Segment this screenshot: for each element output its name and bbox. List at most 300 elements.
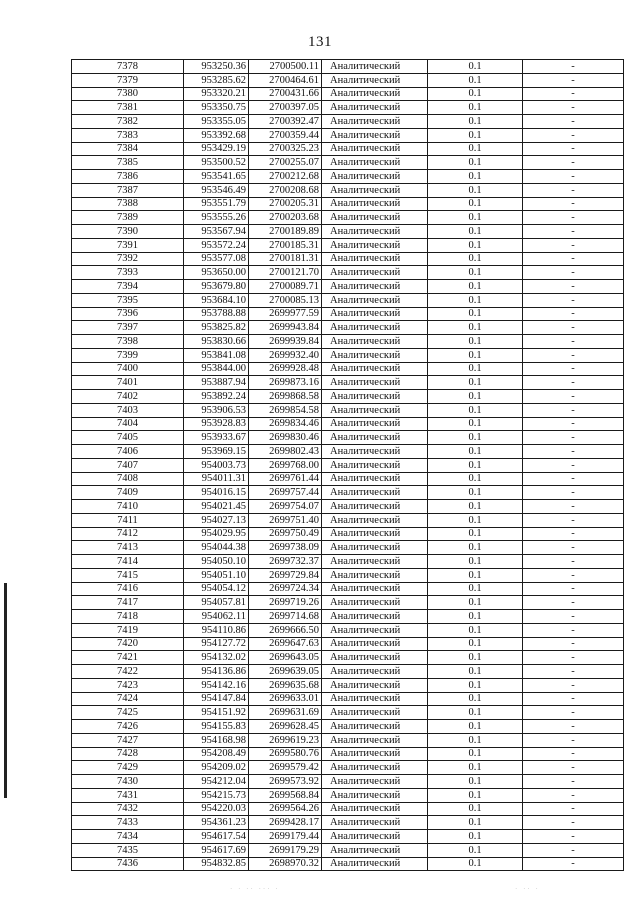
note-cell: - — [523, 486, 624, 500]
accuracy-cell: 0.1 — [428, 458, 523, 472]
note-cell: - — [523, 706, 624, 720]
table-row — [72, 307, 624, 321]
page-number: 131 — [308, 34, 332, 50]
accuracy-cell: 0.1 — [428, 101, 523, 115]
table-row — [72, 843, 624, 857]
point-number-cell: 7389 — [72, 211, 184, 225]
method-cell: Аналитический — [322, 252, 428, 266]
point-number-cell: 7425 — [72, 706, 184, 720]
note-cell: - — [523, 582, 624, 596]
y-coordinate-cell: 2699573.92 — [249, 775, 322, 789]
table-row — [72, 362, 624, 376]
point-number-cell: 7379 — [72, 73, 184, 87]
point-number-cell: 7405 — [72, 431, 184, 445]
point-number-cell: 7407 — [72, 458, 184, 472]
table-row — [72, 238, 624, 252]
point-number-cell: 7434 — [72, 830, 184, 844]
accuracy-cell: 0.1 — [428, 128, 523, 142]
method-cell: Аналитический — [322, 183, 428, 197]
point-number-cell: 7403 — [72, 403, 184, 417]
method-cell: Аналитический — [322, 843, 428, 857]
y-coordinate-cell: 2699873.16 — [249, 376, 322, 390]
x-coordinate-cell: 953892.24 — [184, 390, 249, 404]
accuracy-cell: 0.1 — [428, 678, 523, 692]
point-number-cell: 7383 — [72, 128, 184, 142]
note-cell: - — [523, 101, 624, 115]
x-coordinate-cell: 954151.92 — [184, 706, 249, 720]
note-cell: - — [523, 816, 624, 830]
point-number-cell: 7381 — [72, 101, 184, 115]
method-cell: Аналитический — [322, 596, 428, 610]
accuracy-cell: 0.1 — [428, 706, 523, 720]
method-cell: Аналитический — [322, 610, 428, 624]
note-cell: - — [523, 513, 624, 527]
y-coordinate-cell: 2700208.68 — [249, 183, 322, 197]
y-coordinate-cell: 2699628.45 — [249, 720, 322, 734]
accuracy-cell: 0.1 — [428, 775, 523, 789]
method-cell: Аналитический — [322, 115, 428, 129]
point-number-cell: 7393 — [72, 266, 184, 280]
point-number-cell: 7402 — [72, 390, 184, 404]
point-number-cell: 7417 — [72, 596, 184, 610]
x-coordinate-cell: 954361.23 — [184, 816, 249, 830]
note-cell: - — [523, 376, 624, 390]
accuracy-cell: 0.1 — [428, 472, 523, 486]
y-coordinate-cell: 2699568.84 — [249, 788, 322, 802]
x-coordinate-cell: 954155.83 — [184, 720, 249, 734]
method-cell: Аналитический — [322, 293, 428, 307]
y-coordinate-cell: 2699179.29 — [249, 843, 322, 857]
x-coordinate-cell: 954051.10 — [184, 568, 249, 582]
note-cell: - — [523, 788, 624, 802]
table-row — [72, 582, 624, 596]
point-number-cell: 7418 — [72, 610, 184, 624]
x-coordinate-cell: 954208.49 — [184, 747, 249, 761]
note-cell: - — [523, 445, 624, 459]
method-cell: Аналитический — [322, 623, 428, 637]
x-coordinate-cell: 953841.08 — [184, 348, 249, 362]
note-cell: - — [523, 362, 624, 376]
accuracy-cell: 0.1 — [428, 197, 523, 211]
table-row — [72, 541, 624, 555]
table-row — [72, 692, 624, 706]
accuracy-cell: 0.1 — [428, 761, 523, 775]
method-cell: Аналитический — [322, 788, 428, 802]
note-cell: - — [523, 761, 624, 775]
point-number-cell: 7386 — [72, 170, 184, 184]
method-cell: Аналитический — [322, 87, 428, 101]
method-cell: Аналитический — [322, 582, 428, 596]
accuracy-cell: 0.1 — [428, 238, 523, 252]
method-cell: Аналитический — [322, 802, 428, 816]
y-coordinate-cell: 2699428.17 — [249, 816, 322, 830]
x-coordinate-cell: 954050.10 — [184, 555, 249, 569]
method-cell: Аналитический — [322, 637, 428, 651]
method-cell: Аналитический — [322, 733, 428, 747]
x-coordinate-cell: 954132.02 — [184, 651, 249, 665]
point-number-cell: 7427 — [72, 733, 184, 747]
note-cell: - — [523, 458, 624, 472]
note-cell: - — [523, 390, 624, 404]
point-number-cell: 7380 — [72, 87, 184, 101]
point-number-cell: 7428 — [72, 747, 184, 761]
point-number-cell: 7382 — [72, 115, 184, 129]
method-cell: Аналитический — [322, 390, 428, 404]
table-row — [72, 87, 624, 101]
y-coordinate-cell: 2699768.00 — [249, 458, 322, 472]
table-row — [72, 720, 624, 734]
method-cell: Аналитический — [322, 403, 428, 417]
y-coordinate-cell: 2699647.63 — [249, 637, 322, 651]
method-cell: Аналитический — [322, 335, 428, 349]
table-row — [72, 376, 624, 390]
x-coordinate-cell: 953355.05 — [184, 115, 249, 129]
accuracy-cell: 0.1 — [428, 692, 523, 706]
y-coordinate-cell: 2699719.26 — [249, 596, 322, 610]
accuracy-cell: 0.1 — [428, 115, 523, 129]
accuracy-cell: 0.1 — [428, 651, 523, 665]
note-cell: - — [523, 651, 624, 665]
table-row — [72, 115, 624, 129]
point-number-cell: 7399 — [72, 348, 184, 362]
y-coordinate-cell: 2700255.07 — [249, 156, 322, 170]
table-row — [72, 321, 624, 335]
note-cell: - — [523, 747, 624, 761]
note-cell: - — [523, 500, 624, 514]
accuracy-cell: 0.1 — [428, 733, 523, 747]
x-coordinate-cell: 953567.94 — [184, 225, 249, 239]
x-coordinate-cell: 954168.98 — [184, 733, 249, 747]
method-cell: Аналитический — [322, 486, 428, 500]
y-coordinate-cell: 2699928.48 — [249, 362, 322, 376]
accuracy-cell: 0.1 — [428, 445, 523, 459]
accuracy-cell: 0.1 — [428, 335, 523, 349]
x-coordinate-cell: 953285.62 — [184, 73, 249, 87]
point-number-cell: 7406 — [72, 445, 184, 459]
y-coordinate-cell: 2699977.59 — [249, 307, 322, 321]
scan-edge-mark — [4, 583, 7, 798]
x-coordinate-cell: 954617.69 — [184, 843, 249, 857]
x-coordinate-cell: 953392.68 — [184, 128, 249, 142]
note-cell: - — [523, 678, 624, 692]
point-number-cell: 7378 — [72, 60, 184, 74]
y-coordinate-cell: 2699868.58 — [249, 390, 322, 404]
y-coordinate-cell: 2699579.42 — [249, 761, 322, 775]
point-number-cell: 7384 — [72, 142, 184, 156]
x-coordinate-cell: 953844.00 — [184, 362, 249, 376]
method-cell: Аналитический — [322, 156, 428, 170]
point-number-cell: 7395 — [72, 293, 184, 307]
table-row — [72, 733, 624, 747]
point-number-cell: 7415 — [72, 568, 184, 582]
table-row — [72, 142, 624, 156]
y-coordinate-cell: 2699714.68 — [249, 610, 322, 624]
x-coordinate-cell: 953429.19 — [184, 142, 249, 156]
note-cell: - — [523, 266, 624, 280]
point-number-cell: 7387 — [72, 183, 184, 197]
table-row — [72, 555, 624, 569]
y-coordinate-cell: 2699179.44 — [249, 830, 322, 844]
point-number-cell: 7413 — [72, 541, 184, 555]
method-cell: Аналитический — [322, 170, 428, 184]
x-coordinate-cell: 954215.73 — [184, 788, 249, 802]
table-row — [72, 486, 624, 500]
note-cell: - — [523, 596, 624, 610]
note-cell: - — [523, 541, 624, 555]
table-row — [72, 458, 624, 472]
point-number-cell: 7426 — [72, 720, 184, 734]
accuracy-cell: 0.1 — [428, 170, 523, 184]
accuracy-cell: 0.1 — [428, 486, 523, 500]
point-number-cell: 7390 — [72, 225, 184, 239]
point-number-cell: 7391 — [72, 238, 184, 252]
x-coordinate-cell: 953788.88 — [184, 307, 249, 321]
accuracy-cell: 0.1 — [428, 293, 523, 307]
note-cell: - — [523, 637, 624, 651]
table-row — [72, 472, 624, 486]
accuracy-cell: 0.1 — [428, 747, 523, 761]
note-cell: - — [523, 775, 624, 789]
method-cell: Аналитический — [322, 706, 428, 720]
y-coordinate-cell: 2699619.23 — [249, 733, 322, 747]
x-coordinate-cell: 954110.86 — [184, 623, 249, 637]
method-cell: Аналитический — [322, 830, 428, 844]
note-cell: - — [523, 197, 624, 211]
point-number-cell: 7394 — [72, 280, 184, 294]
note-cell: - — [523, 830, 624, 844]
method-cell: Аналитический — [322, 720, 428, 734]
x-coordinate-cell: 953830.66 — [184, 335, 249, 349]
x-coordinate-cell: 953541.65 — [184, 170, 249, 184]
note-cell: - — [523, 527, 624, 541]
method-cell: Аналитический — [322, 348, 428, 362]
note-cell: - — [523, 857, 624, 871]
table-row — [72, 857, 624, 871]
method-cell: Аналитический — [322, 541, 428, 555]
x-coordinate-cell: 954027.13 — [184, 513, 249, 527]
x-coordinate-cell: 954136.86 — [184, 665, 249, 679]
point-number-cell: 7429 — [72, 761, 184, 775]
method-cell: Аналитический — [322, 266, 428, 280]
method-cell: Аналитический — [322, 225, 428, 239]
method-cell: Аналитический — [322, 527, 428, 541]
x-coordinate-cell: 953650.00 — [184, 266, 249, 280]
note-cell: - — [523, 142, 624, 156]
method-cell: Аналитический — [322, 211, 428, 225]
table-row — [72, 706, 624, 720]
table-row — [72, 156, 624, 170]
point-number-cell: 7414 — [72, 555, 184, 569]
table-row — [72, 280, 624, 294]
y-coordinate-cell: 2700431.66 — [249, 87, 322, 101]
accuracy-cell: 0.1 — [428, 623, 523, 637]
note-cell: - — [523, 238, 624, 252]
table-row — [72, 527, 624, 541]
y-coordinate-cell: 2699724.34 — [249, 582, 322, 596]
table-row — [72, 211, 624, 225]
method-cell: Аналитический — [322, 307, 428, 321]
method-cell: Аналитический — [322, 60, 428, 74]
note-cell: - — [523, 431, 624, 445]
x-coordinate-cell: 953969.15 — [184, 445, 249, 459]
note-cell: - — [523, 170, 624, 184]
point-number-cell: 7432 — [72, 802, 184, 816]
note-cell: - — [523, 307, 624, 321]
note-cell: - — [523, 555, 624, 569]
method-cell: Аналитический — [322, 101, 428, 115]
method-cell: Аналитический — [322, 73, 428, 87]
method-cell: Аналитический — [322, 128, 428, 142]
accuracy-cell: 0.1 — [428, 665, 523, 679]
table-row — [72, 170, 624, 184]
accuracy-cell: 0.1 — [428, 788, 523, 802]
table-row — [72, 431, 624, 445]
accuracy-cell: 0.1 — [428, 582, 523, 596]
point-number-cell: 7424 — [72, 692, 184, 706]
y-coordinate-cell: 2700212.68 — [249, 170, 322, 184]
method-cell: Аналитический — [322, 362, 428, 376]
method-cell: Аналитический — [322, 321, 428, 335]
table-row — [72, 651, 624, 665]
y-coordinate-cell: 2699635.68 — [249, 678, 322, 692]
accuracy-cell: 0.1 — [428, 596, 523, 610]
y-coordinate-cell: 2700085.13 — [249, 293, 322, 307]
table-row — [72, 788, 624, 802]
method-cell: Аналитический — [322, 445, 428, 459]
x-coordinate-cell: 953928.83 — [184, 417, 249, 431]
accuracy-cell: 0.1 — [428, 321, 523, 335]
table-row — [72, 225, 624, 239]
y-coordinate-cell: 2700203.68 — [249, 211, 322, 225]
accuracy-cell: 0.1 — [428, 183, 523, 197]
x-coordinate-cell: 953684.10 — [184, 293, 249, 307]
accuracy-cell: 0.1 — [428, 142, 523, 156]
point-number-cell: 7408 — [72, 472, 184, 486]
x-coordinate-cell: 954220.03 — [184, 802, 249, 816]
note-cell: - — [523, 321, 624, 335]
y-coordinate-cell: 2700185.31 — [249, 238, 322, 252]
point-number-cell: 7421 — [72, 651, 184, 665]
table-row — [72, 830, 624, 844]
y-coordinate-cell: 2699754.07 — [249, 500, 322, 514]
x-coordinate-cell: 954212.04 — [184, 775, 249, 789]
y-coordinate-cell: 2700089.71 — [249, 280, 322, 294]
y-coordinate-cell: 2700500.11 — [249, 60, 322, 74]
y-coordinate-cell: 2700181.31 — [249, 252, 322, 266]
point-number-cell: 7385 — [72, 156, 184, 170]
point-number-cell: 7388 — [72, 197, 184, 211]
x-coordinate-cell: 953555.26 — [184, 211, 249, 225]
point-number-cell: 7431 — [72, 788, 184, 802]
y-coordinate-cell: 2699643.05 — [249, 651, 322, 665]
table-row — [72, 183, 624, 197]
note-cell: - — [523, 115, 624, 129]
table-row — [72, 513, 624, 527]
table-row — [72, 596, 624, 610]
point-number-cell: 7436 — [72, 857, 184, 871]
x-coordinate-cell: 954832.85 — [184, 857, 249, 871]
x-coordinate-cell: 954021.45 — [184, 500, 249, 514]
scan-noise-mark: · ·· · — [515, 885, 540, 893]
table-row — [72, 73, 624, 87]
accuracy-cell: 0.1 — [428, 252, 523, 266]
note-cell: - — [523, 156, 624, 170]
method-cell: Аналитический — [322, 555, 428, 569]
x-coordinate-cell: 953546.49 — [184, 183, 249, 197]
x-coordinate-cell: 954062.11 — [184, 610, 249, 624]
y-coordinate-cell: 2699564.26 — [249, 802, 322, 816]
x-coordinate-cell: 954127.72 — [184, 637, 249, 651]
y-coordinate-cell: 2699757.44 — [249, 486, 322, 500]
accuracy-cell: 0.1 — [428, 541, 523, 555]
point-number-cell: 7422 — [72, 665, 184, 679]
table-row — [72, 747, 624, 761]
table-row — [72, 802, 624, 816]
note-cell: - — [523, 211, 624, 225]
x-coordinate-cell: 953350.75 — [184, 101, 249, 115]
y-coordinate-cell: 2699939.84 — [249, 335, 322, 349]
x-coordinate-cell: 954617.54 — [184, 830, 249, 844]
x-coordinate-cell: 953887.94 — [184, 376, 249, 390]
y-coordinate-cell: 2699732.37 — [249, 555, 322, 569]
accuracy-cell: 0.1 — [428, 60, 523, 74]
accuracy-cell: 0.1 — [428, 720, 523, 734]
accuracy-cell: 0.1 — [428, 843, 523, 857]
table-row — [72, 678, 624, 692]
accuracy-cell: 0.1 — [428, 280, 523, 294]
x-coordinate-cell: 954057.81 — [184, 596, 249, 610]
table-row — [72, 761, 624, 775]
point-number-cell: 7396 — [72, 307, 184, 321]
accuracy-cell: 0.1 — [428, 417, 523, 431]
accuracy-cell: 0.1 — [428, 390, 523, 404]
table-row — [72, 417, 624, 431]
table-row — [72, 500, 624, 514]
method-cell: Аналитический — [322, 665, 428, 679]
x-coordinate-cell: 953906.53 — [184, 403, 249, 417]
accuracy-cell: 0.1 — [428, 830, 523, 844]
method-cell: Аналитический — [322, 747, 428, 761]
table-row — [72, 252, 624, 266]
accuracy-cell: 0.1 — [428, 403, 523, 417]
y-coordinate-cell: 2699666.50 — [249, 623, 322, 637]
note-cell: - — [523, 280, 624, 294]
table-row — [72, 775, 624, 789]
y-coordinate-cell: 2699834.46 — [249, 417, 322, 431]
point-number-cell: 7401 — [72, 376, 184, 390]
note-cell: - — [523, 87, 624, 101]
table-row — [72, 293, 624, 307]
note-cell: - — [523, 720, 624, 734]
table-row — [72, 197, 624, 211]
y-coordinate-cell: 2699580.76 — [249, 747, 322, 761]
accuracy-cell: 0.1 — [428, 610, 523, 624]
table-row — [72, 568, 624, 582]
y-coordinate-cell: 2699633.01 — [249, 692, 322, 706]
point-number-cell: 7430 — [72, 775, 184, 789]
y-coordinate-cell: 2700392.47 — [249, 115, 322, 129]
method-cell: Аналитический — [322, 513, 428, 527]
point-number-cell: 7423 — [72, 678, 184, 692]
note-cell: - — [523, 183, 624, 197]
x-coordinate-cell: 954044.38 — [184, 541, 249, 555]
method-cell: Аналитический — [322, 431, 428, 445]
accuracy-cell: 0.1 — [428, 362, 523, 376]
method-cell: Аналитический — [322, 280, 428, 294]
y-coordinate-cell: 2699943.84 — [249, 321, 322, 335]
x-coordinate-cell: 954054.12 — [184, 582, 249, 596]
method-cell: Аналитический — [322, 775, 428, 789]
